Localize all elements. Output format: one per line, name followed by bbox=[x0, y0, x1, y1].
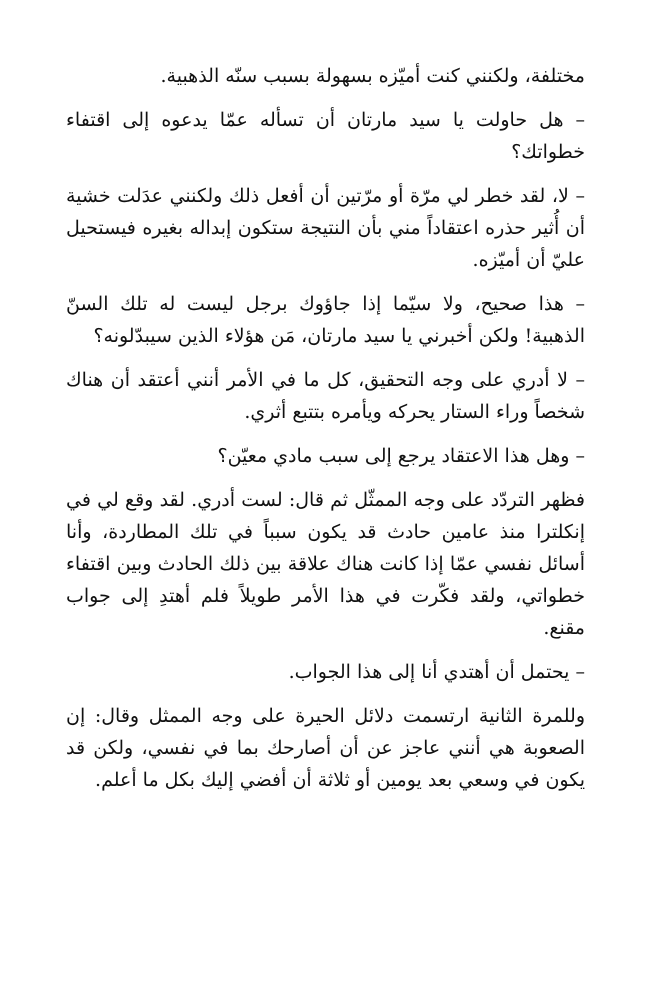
paragraph-9: وللمرة الثانية ارتسمت دلائل الحيرة على وجه الممثل وقال: إن الصعوبة هي أنني عاجز عن أن أصارحك بما في نفسي، ولكن قد يكون في وسعي بعد يومين أو ثلاثة أن أفضي إليك بكل ما أعلم. bbox=[66, 705, 585, 791]
paragraph-5: – لا أدري على وجه التحقيق، كل ما في الأمر أنني أعتقد أن هناك شخصاً وراء الستار يحركه ويأمره بتتبع أثري. bbox=[66, 369, 585, 423]
paragraph-4: – هذا صحيح، ولا سيّما إذا جاؤوك برجل ليست له تلك السنّ الذهبية! ولكن أخبرني يا سيد مارتان، مَن هؤلاء الذين سيبدّلونه؟ bbox=[66, 293, 585, 347]
paragraph-7: فظهر التردّد على وجه الممثّل ثم قال: لست أدري. لقد وقع لي في إنكلترا منذ عامين حادث قد يكون سبباً في تلك المطاردة، وأنا أسائل نفسي عمّا إذا كانت هناك علاقة بين ذلك الحادث وبين اقتفاء خطواتي، ولقد فكّرت في هذا الأمر طويلاً فلم أهتدِ إلى جواب مقنع. bbox=[66, 489, 585, 639]
paragraph-8: – يحتمل أن أهتدي أنا إلى هذا الجواب. bbox=[288, 661, 585, 683]
paragraph-2: – هل حاولت يا سيد مارتان أن تسأله عمّا يدعوه إلى اقتفاء خطواتك؟ bbox=[66, 109, 585, 163]
paragraph-1: مختلفة، ولكنني كنت أميّزه بسهولة بسبب سنّه الذهبية. bbox=[160, 65, 585, 87]
paragraph-6: – وهل هذا الاعتقاد يرجع إلى سبب مادي معيّن؟ bbox=[217, 445, 585, 467]
paragraph-3: – لا، لقد خطر لي مرّة أو مرّتين أن أفعل ذلك ولكنني عدَلت خشية أن أُثير حذره اعتقاداً مني بأن النتيجة ستكون إبداله بغيره فيستحيل عليّ أن أميّزه. bbox=[66, 185, 585, 271]
